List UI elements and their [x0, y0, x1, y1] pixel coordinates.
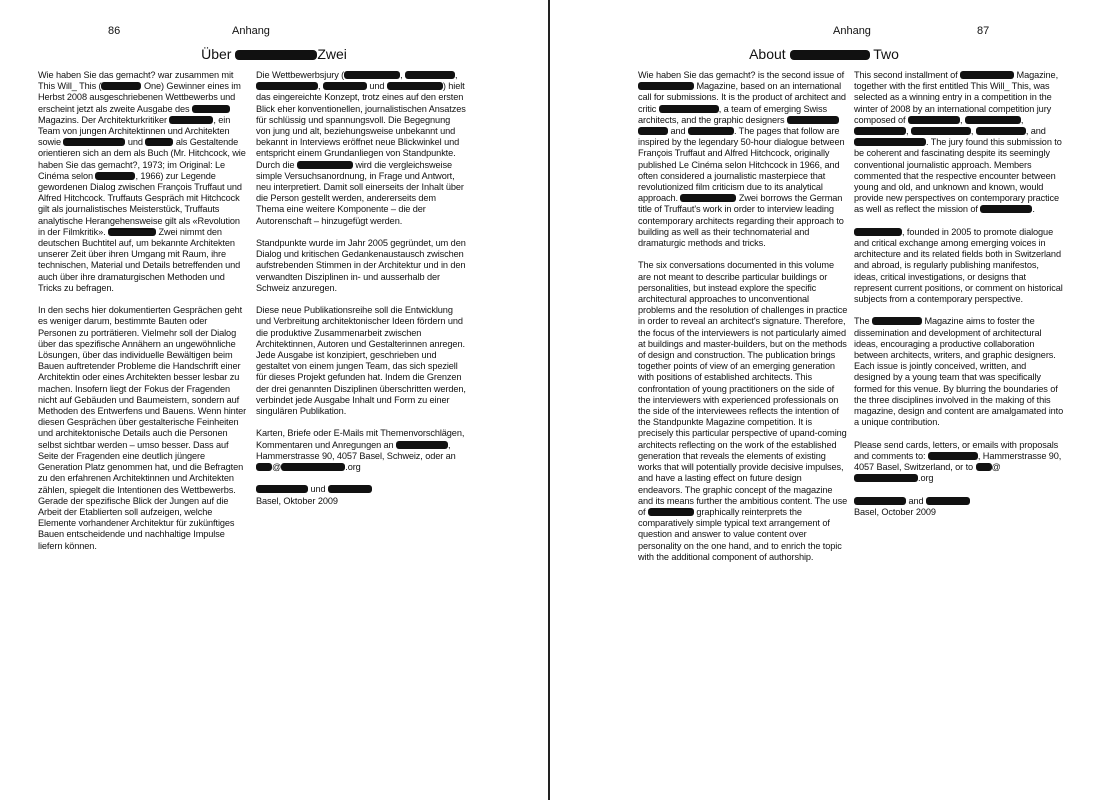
redaction-mark [980, 205, 1032, 213]
redaction-mark [638, 127, 668, 135]
redaction-mark [387, 82, 443, 90]
signature: und Basel, Oktober 2009 [256, 484, 466, 506]
redaction-mark [659, 105, 719, 113]
redaction-mark [688, 127, 734, 135]
redaction-mark [145, 138, 173, 146]
redaction-mark [235, 50, 317, 60]
redaction-mark [396, 441, 448, 449]
redaction-mark [965, 116, 1021, 124]
redaction-mark [256, 485, 308, 493]
paragraph: , founded in 2005 to promote dialogue and critical exchange among emerging voices in architecture and its related fields both in Switzerland and abroad, is regularly publishing manifestos, ideas, critical investigations, or designs that represent current positions, or comment on historical subjects from a contemporary perspective. [854, 226, 1063, 305]
redaction-mark [854, 474, 918, 482]
redaction-mark [169, 116, 213, 124]
redaction-mark [926, 497, 970, 505]
redaction-mark [101, 82, 141, 90]
redaction-mark [790, 50, 870, 60]
paragraph: Wie haben Sie das gemacht? war zusammen mit This Will_ This ( One) Gewinner eines im Herbst 2008 ausgeschriebenen Wettbewerbs und erscheint jetzt als zweite Ausgabe des Magazins. Der Architekturkritiker , ein Team von jungen Architektinnen und Architekten sowie und als Gestaltende orientieren sich an dem als Buch (Mr. Hitchcock, wie haben Sie das gemacht?, 1973; im Original: Le Cinéma selon , 1966) zur Legende gewordenen Dialog zwischen François Truffaut und Alfred Hitchcock. Truffauts Gespräch mit Hitchcock gilt als journalistisches Meisterstück, Truffauts analytische Herangehensweise gilt als «Revolution in der Filmkritik». Zwei nimmt den deutschen Buchtitel auf, um bekannte Architekten unserer Zeit über ihren Umgang mit Raum, ihre technischen, Material und Details betreffenden und auch über ihre dramaturgischen Methoden und Tricks zu befragen. [38, 70, 246, 293]
paragraph: The Magazine aims to foster the dissemination and development of architectural ideas, encouraging a productive collaboration between architects, writers, and graphic designers. Each issue is jointly conceived, written, and designed by a young team that was specifically formed for this venue. By blurring the boundaries of the three disciplines involved in the making of this magazine, design and content are amalgamated into a unique contribution. [854, 316, 1064, 428]
redaction-mark [928, 452, 978, 460]
paragraph: Wie haben Sie das gemacht? is the second issue of Magazine, based on an international call for submissions. It is the product of architect and critic , a team of emerging Swiss architects, and the graphic designers and . The pages that follow are inspired by the legendary 50-hour dialogue between François Truffaut and Alfred Hitchcock, originally published Le Cinéma selon Hitchcock in 1966, and often considered a journalistic masterpiece that revolutionized film criticism due to its analytical approach. Zwei borrows the German title of Truffaut's work in order to interview leading contemporary architects regarding their approach to building as well as their technomaterial and dramaturgic methods and tricks. [638, 70, 846, 249]
page-title: About Two [749, 46, 899, 62]
paragraph: Diese neue Publikationsreihe soll die Entwicklung und Verbreitung architektonischer Ideen fördern und die produktive Zusammenarbeit zwischen Architektinnen, Autoren und Gestalterinnen anregen. Jede Ausgabe ist konzipiert, geschrieben und gestaltet von einem jungen Team, das sich speziell für dieses Projekt gefunden hat. Indem die Grenzen der drei genannten Disziplinen überschritten werden, verbindet jede Ausgabe Inhalt und Form zu einer singulären Publikation. [256, 305, 466, 417]
running-head: Anhang [833, 25, 871, 37]
signature: and Basel, October 2009 [854, 496, 1064, 518]
text-column-2 [256, 70, 466, 518]
running-head: Anhang [232, 25, 270, 37]
paragraph: The six conversations documented in this volume are not meant to describe particular buildings or personalities, but instead explore the specific architectural approaches to unconventional problems and the resolution of challenges in practice in order to reveal an architect's signature. Therefore, the focus of the interviewers is not particularly aimed at buildings and master-builders, but on the methods of design and construction. The publication brings together points of view of an emerging generation with positions of established architects. This confrontation of young practitioners on the side of the interviewers with experienced professionals on the side of the interviewees reflects the intention of the Standpunkte Magazine competition. It is precisely this particular perspective of upand-coming architects reflecting on the work of the established generation that reveals the elements of existing works that will potentially provide decisive impulses, and have a lasting effect on future design endeavors. The graphic concept of the magazine and its means further the ambitious content. The use of graphically reinterprets the comparatively simple typical text arrangement of question and answer to value content over personality on the one hand, and to enrich the topic with the additional component of authorship. [638, 260, 848, 562]
paragraph: Standpunkte wurde im Jahr 2005 gegründet, um den Dialog und kritischen Gedankenaustausch zwischen aufstrebenden Stimmen in der Architektur und in den verwandten Disziplinen in- und ausserhalb der Schweiz anzuregen. [256, 238, 466, 293]
redaction-mark [854, 138, 926, 146]
paragraph: This second installment of Magazine, together with the first entitled This Will_ This, was selected as a winning entry in a competition in the winter of 2008 by an international competition jury composed of , , , , , and . The jury found this submission to be coherent and fascinating despite its seemingly conventional journalistic approach. Members commented that the respective encounter between young and old, and unknown and known, would provide new perspectives on contemporary practice as well as reflect the mission of . [854, 70, 1062, 215]
redaction-mark [192, 105, 230, 113]
redaction-mark [787, 116, 839, 124]
redaction-mark [63, 138, 125, 146]
text-column-2 [854, 70, 1064, 529]
redaction-mark [638, 82, 694, 90]
page-title: Über Zwei [201, 46, 347, 62]
text-column-1 [38, 70, 248, 563]
redaction-mark [960, 71, 1014, 79]
redaction-mark [854, 127, 906, 135]
redaction-mark [680, 194, 736, 202]
redaction-mark [908, 116, 960, 124]
redaction-mark [323, 82, 367, 90]
redaction-mark [344, 71, 400, 79]
redaction-mark [108, 228, 156, 236]
page-number: 86 [108, 25, 121, 37]
redaction-mark [648, 508, 694, 516]
right-page [550, 0, 1098, 800]
redaction-mark [95, 172, 135, 180]
redaction-mark [854, 228, 902, 236]
left-page [0, 0, 548, 800]
redaction-mark [281, 463, 345, 471]
redaction-mark [328, 485, 372, 493]
page-number: 87 [977, 25, 990, 37]
redaction-mark [405, 71, 455, 79]
redaction-mark [911, 127, 971, 135]
paragraph: Die Wettbewerbsjury ( , , , und ) hielt das eingereichte Konzept, trotz eines auf den ersten Blick eher konventionellen, journalistischen Ansatzes für schlüssig und spannungsvoll. Die Begegnung von jung und alt, beziehungsweise unbekannt und bekannt in Interviews eröffnet neue Blickwinkel und entspricht einem Grundanliegen von Standpunkte. Durch die wird die vergleichsweise simple Versuchsanordnung, in Frage und Antwort, neu interpretiert. Damit soll einerseits der Inhalt über die Person gestellt werden, andererseits dem Thema eine weitere Komponente – die der Autorenschaft – hinzugefügt werden. [256, 70, 466, 226]
paragraph: Please send cards, letters, or emails with proposals and comments to: , Hammerstrasse 90, 4057 Basel, Switzerland, or to @.org [854, 439, 1062, 484]
redaction-mark [872, 317, 922, 325]
redaction-mark [297, 161, 353, 169]
redaction-mark [256, 82, 318, 90]
text-column-1 [638, 70, 848, 574]
redaction-mark [854, 497, 906, 505]
redaction-mark [256, 463, 272, 471]
redaction-mark [976, 127, 1026, 135]
redaction-mark [976, 463, 992, 471]
paragraph: Karten, Briefe oder E-Mails mit Themenvorschlägen, Kommentaren und Anregungen an , Hammerstrasse 90, 4057 Basel, Schweiz, oder an @ .org [256, 428, 465, 473]
paragraph: In den sechs hier dokumentierten Gesprächen geht es weniger darum, bestimmte Bauten oder Personen zu porträtieren. Vielmehr soll der Dialog über das spezifische Annähern an ungewöhnliche Lösungen, über das individuelle Bewältigen beim Bauen auftretender Probleme die Handschrift einer Architektin oder eines Architekten besser lesbar zu machen. Insofern liegt der Fokus der Fragenden nicht auf Gebäuden und Baumeistern, sondern auf Methoden des Entwerfens und Bauens. Wenn hinter diesen Gesprächen über gestalterische Feinheiten und architektonische Details auch die Personen selbst sichtbar werden – umso besser. Dass auf Seite der Fragenden eine deutlich jüngere Generation Platz genommen hat, und die Befragten zu den erfahrenen Architektinnen und Architekten zählen, spiegelt die Intentionen des Wettbewerbs. Gerade der spezifische Blick der Jungen auf die Arbeit der Etablierten soll aufzeigen, welche Elemente vorhandener Architektur für zukünftiges Bauen entscheidende und nachhaltige Impulse liefern können. [38, 305, 247, 551]
